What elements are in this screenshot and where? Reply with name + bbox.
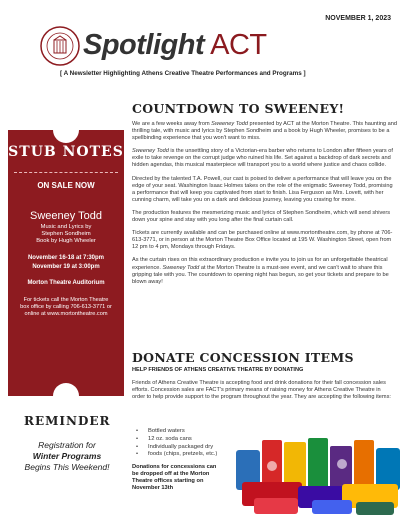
tagline: [ A Newsletter Highlighting Athens Creative Theatre Performances and Programs ]: [60, 70, 306, 77]
show-title: Sweeney Todd: [30, 210, 102, 222]
concessions-heading: DONATE CONCESSION ITEMS: [132, 350, 354, 365]
concessions-subheading: HELP FRIENDS OF ATHENS CREATIVE THEATRE BY DONATING: [132, 367, 304, 373]
article-paragraph: Directed by the talented T.A. Powell, our cast is poised to deliver a performance that will leave you on the edge of your seat. Washington Isaac Holmes takes on the role of the enigmatic Sweeney Todd, promising a performance that will keep you captivated from start to finish. Lisa Ferguson as Mrs. Lovett, with her cunning charm, will take you on a dark and delicious journey, leaving you craving for more.: [132, 175, 393, 203]
text-run: We are a few weeks away from: [132, 121, 212, 127]
donation-items-list: [136, 428, 217, 459]
reminder-title: REMINDER: [24, 414, 111, 428]
brand-spotlight: Spotlight: [83, 29, 205, 61]
venue: Morton Theatre Auditorium: [27, 280, 105, 286]
reminder-line: Begins This Weekend!: [24, 462, 110, 472]
stub-notes-ticket: [8, 130, 124, 396]
list-item: • Individually packaged dry: [136, 444, 217, 452]
article-paragraph: The production features the mesmerizing music and lyrics of Stephen Sondheim, which will send shivers down your spine and stay with you long after the final curtain call.: [132, 209, 391, 224]
reminder-line: Registration for: [38, 440, 96, 450]
ticket-perforation: [14, 172, 118, 173]
ticket-info-line: online at www.mortontheatre.com: [24, 311, 108, 317]
text-run: As the curtain rises on this extraordinary production e invite you to join us for an unforgettable theatrical experience.: [132, 257, 388, 271]
list-item: • Bottled waters: [136, 428, 217, 436]
date-line: November 16-18 at 7:30pm: [27, 255, 105, 261]
article-paragraph: [132, 257, 397, 285]
newsletter-brand: [83, 30, 267, 60]
snacks-photo: [232, 420, 404, 520]
ticket-info-line: box office by calling 706-613-3771 or: [20, 304, 112, 310]
credit-line: Music and Lyrics by: [40, 224, 92, 230]
show-name: Sweeney Todd: [162, 264, 200, 271]
issue-date: NOVEMBER 1, 2023: [325, 15, 391, 22]
text-run: presented by ACT at the Morton Theatre. This haunting and thrilling tale, with music and lyrics by Stephen Sondheim and a book by Hugh Wheeler, promises to be a spellbinding experience that you won't want to miss.: [132, 121, 397, 142]
article-paragraph: [132, 148, 397, 169]
ticket-info: [8, 297, 124, 318]
list-item: • foods (chips, pretzels, etc.): [136, 451, 217, 459]
article-paragraph: Tickets are currently available and can be purchased online at www.mortontheatre.com, by phone at 706-613-3771, or in person at the Morton Theatre Box Office located at 195 W. Washington Street, open from 12 pm to 4 pm, Mondays through Fridays.: [132, 230, 393, 251]
credit-line: Stephen Sondheim: [41, 231, 91, 237]
text-run: at the Morton Theatre is a must-see event, and we can't wait to share this gripping tale with you. The countdown to opening night has begun, so get your tickets and prepare to be blown away!: [132, 264, 389, 285]
on-sale-label: ON SALE NOW: [37, 181, 95, 190]
ticket-notch-bottom: [53, 383, 79, 409]
show-name: Sweeney Todd: [132, 148, 169, 155]
dropoff-note: Donations for concessions can be dropped off at the Morton Theatre offices starting on November 13th: [132, 464, 217, 491]
concessions-paragraph: Friends of Athens Creative Theatre is accepting food and drink donations for their fall concession sales efforts. Concession sales are FACT's primary means of raising money for Athens Creative Theatre in order to help provide support to the program throughout the year. They are accepting the following items:: [132, 380, 391, 401]
credit-line: Book by Hugh Wheeler: [36, 238, 96, 244]
stub-notes-title: STUB NOTES: [8, 144, 124, 160]
ticket-notch-top: [53, 117, 79, 143]
show-name: Sweeney Todd: [211, 121, 248, 127]
performance-dates: [8, 254, 124, 272]
theatre-seal-logo: [40, 26, 80, 66]
reminder-line: Winter Programs: [32, 451, 102, 461]
ticket-info-line: For tickets call the Morton Theatre: [23, 297, 109, 303]
list-item: • 12 oz. soda cans: [136, 436, 217, 444]
brand-act: ACT: [210, 29, 267, 61]
reminder-text: [14, 440, 120, 473]
date-line: November 19 at 3:00pm: [32, 264, 100, 270]
text-run: is the unsettling story of a Victorian-era barber who returns to London after fifteen years of exile to take revenge on the corrupt judge who ruined his life. Set against a backdrop of dark secrets and hidden agendas, this musical masterpiece will transport you to a world where justice and chaos collide.: [132, 148, 393, 169]
countdown-article: [132, 101, 397, 292]
countdown-heading: COUNTDOWN TO SWEENEY!: [132, 101, 345, 116]
article-paragraph: [132, 121, 397, 142]
show-credits: [8, 224, 124, 245]
